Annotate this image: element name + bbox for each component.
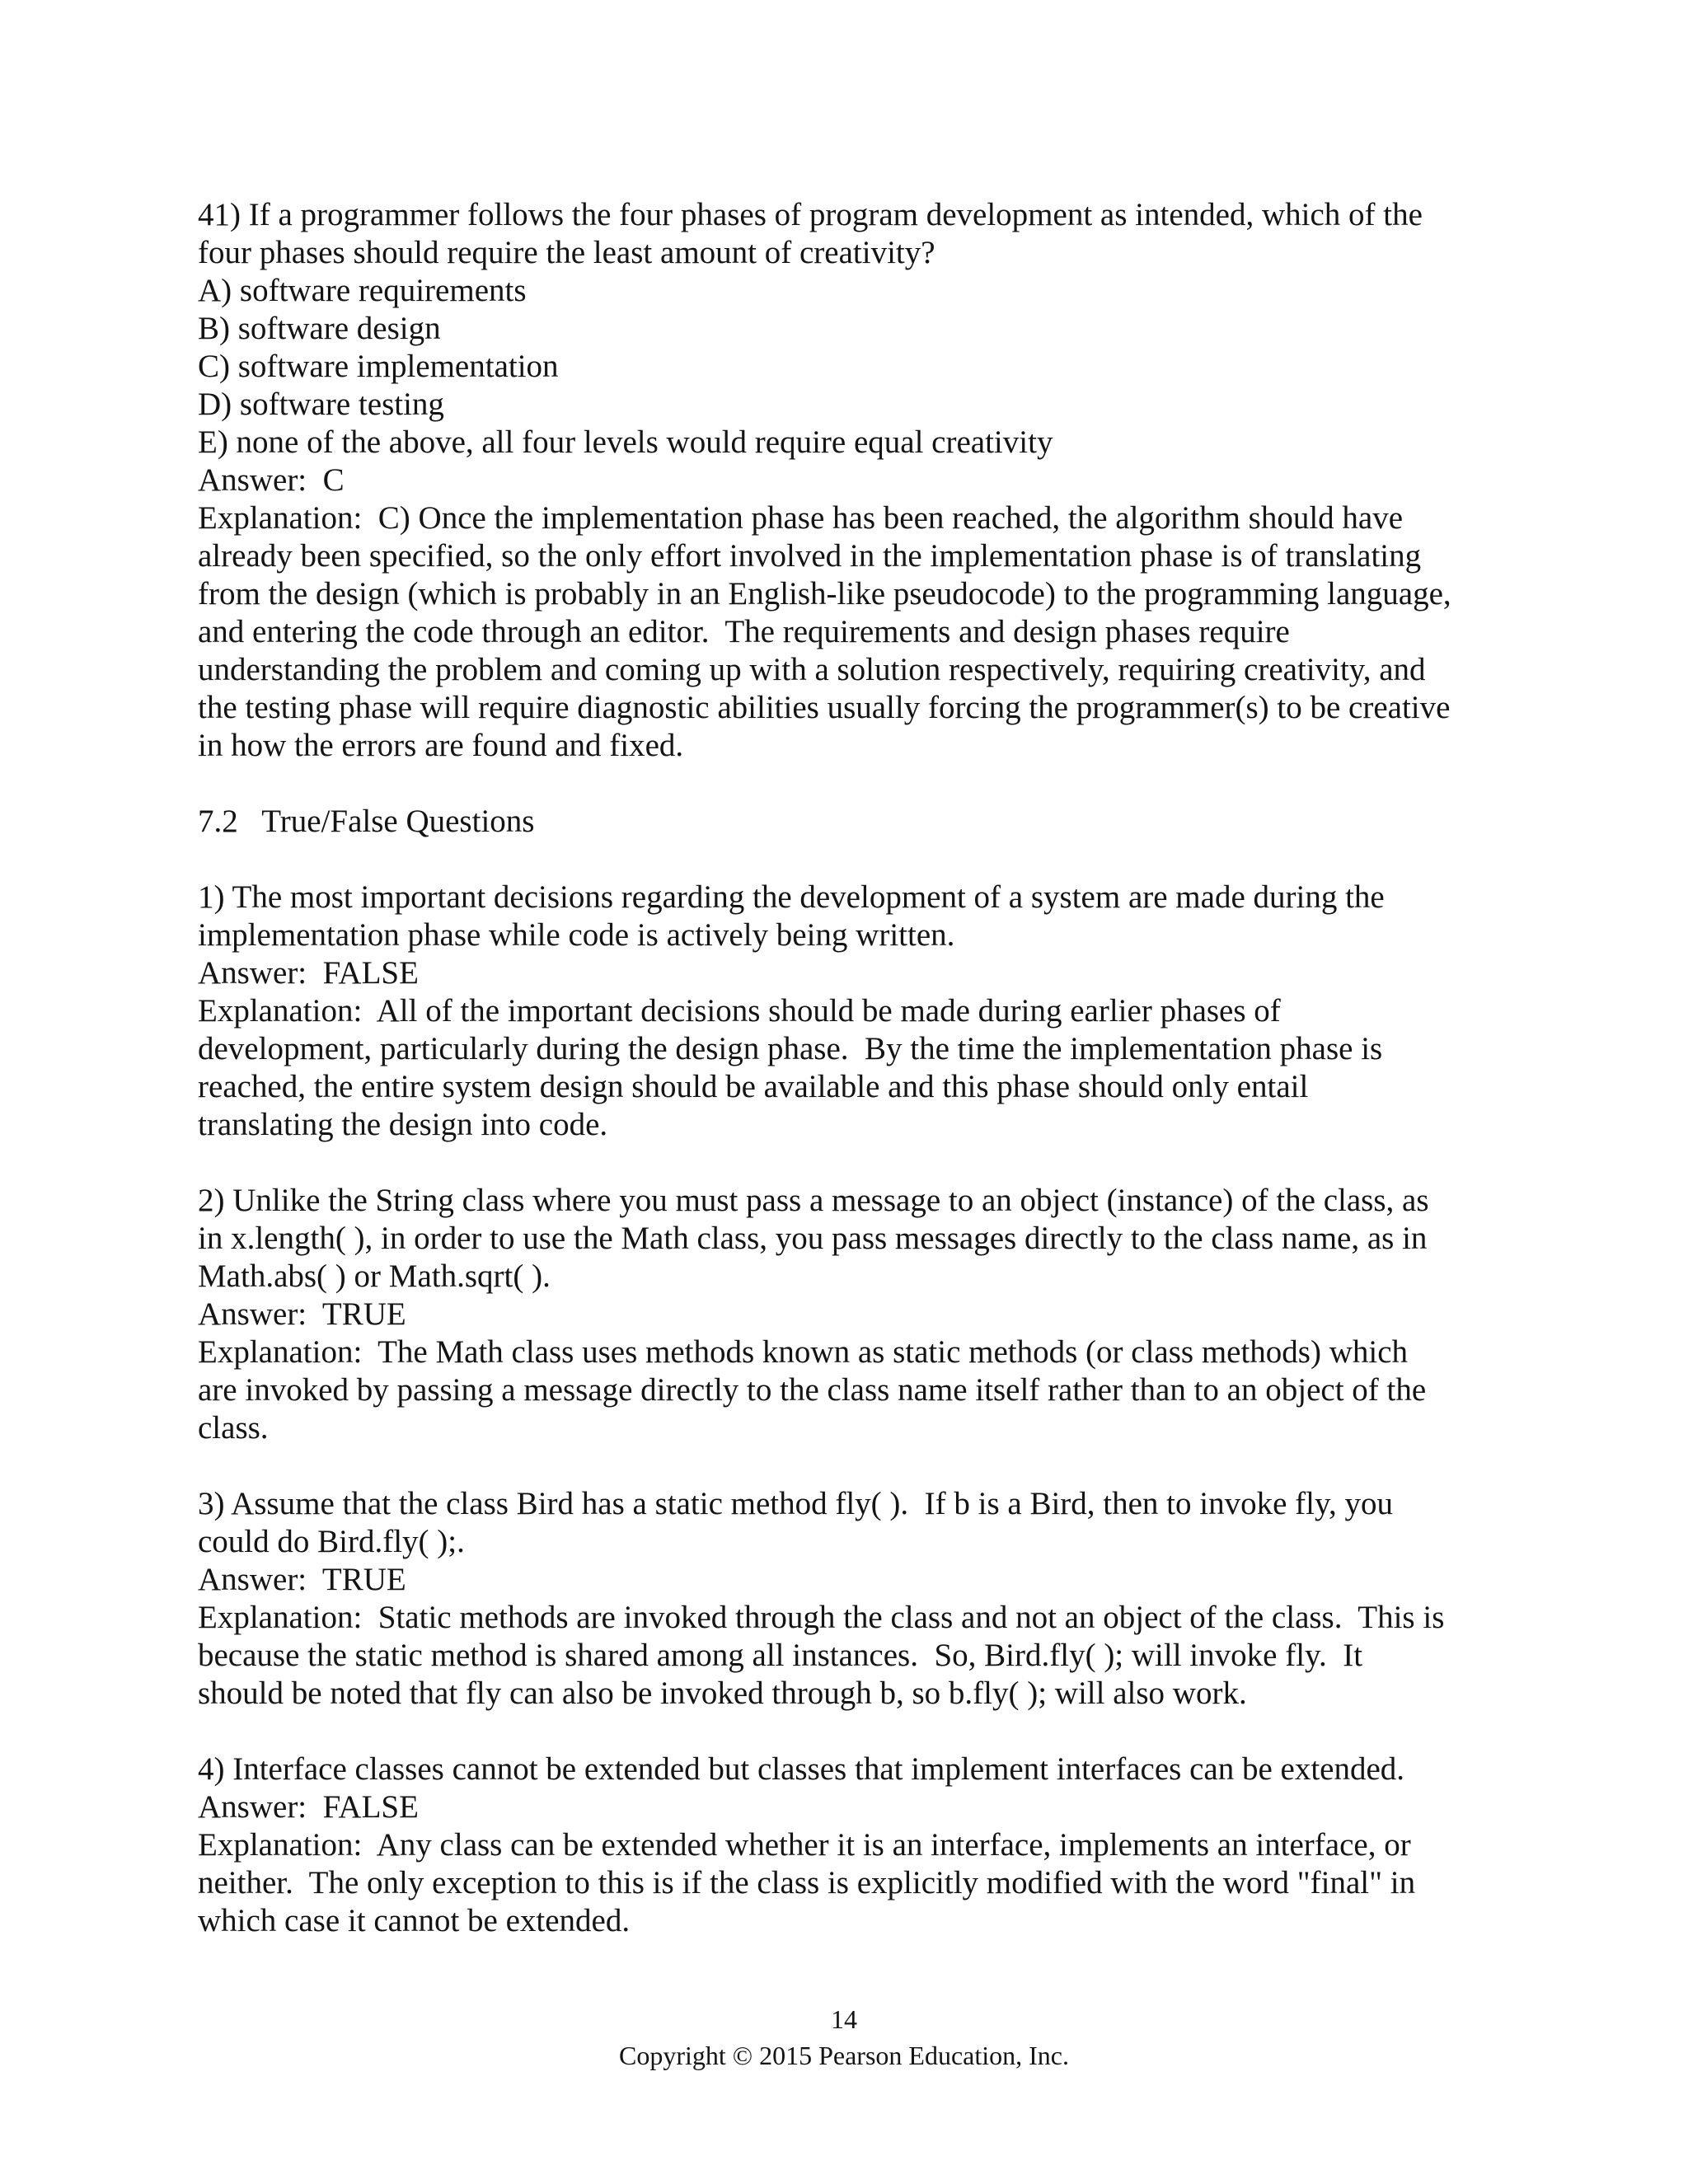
option-b: B) software design [198,311,441,346]
explanation-41-line-7: in how the errors are found and fixed. [198,728,684,763]
section-heading: 7.2 True/False Questions [198,804,535,839]
spacer [198,841,1500,879]
tf3-question-line-2: could do Bird.fly( );. [198,1524,465,1559]
tf2-explanation-line-3: class. [198,1410,269,1446]
true-false-question-4 [198,1750,1500,1940]
question-41 [198,196,1500,765]
tf1-explanation-line-4: translating the design into code. [198,1107,608,1142]
tf3-explanation-line-1: Explanation: Static methods are invoked through the class and not an object of the class. This is [198,1600,1445,1635]
tf2-explanation-line-2: are invoked by passing a message directly to the class name itself rather than to an object of the [198,1372,1427,1408]
spacer [198,1144,1500,1182]
tf2-question-line-2: in x.length( ), in order to use the Math class, you pass messages directly to the class name, as in [198,1221,1428,1256]
tf3-question-line-1: 3) Assume that the class Bird has a static method fly( ). If b is a Bird, then to invoke fly, you [198,1486,1393,1521]
document-body [198,196,1500,1940]
tf2-explanation-line-1: Explanation: The Math class uses methods known as static methods (or class methods) which [198,1334,1409,1370]
tf1-explanation-line-2: development, particularly during the design phase. By the time the implementation phase is [198,1031,1383,1066]
answer-41: Answer: C [198,462,345,498]
tf4-answer: Answer: FALSE [198,1789,419,1825]
explanation-41-line-2: already been specified, so the only effort involved in the implementation phase is of translating [198,538,1422,574]
question-41-line-1: 41) If a programmer follows the four phases of program development as intended, which of the [198,197,1423,232]
tf2-answer: Answer: TRUE [198,1296,406,1332]
option-c: C) software implementation [198,349,559,384]
tf3-answer: Answer: TRUE [198,1562,406,1597]
explanation-41-line-1: Explanation: C) Once the implementation phase has been reached, the algorithm should have [198,500,1404,536]
tf1-answer: Answer: FALSE [198,955,419,991]
tf2-question-line-1: 2) Unlike the String class where you must pass a message to an object (instance) of the class, as [198,1183,1429,1218]
spacer [198,1713,1500,1750]
copyright-notice: Copyright © 2015 Pearson Education, Inc. [619,2041,1069,2070]
tf2-question-line-3: Math.abs( ) or Math.sqrt( ). [198,1258,551,1294]
tf1-question-line-2: implementation phase while code is actively being written. [198,917,955,953]
tf3-explanation-line-3: should be noted that fly can also be invoked through b, so b.fly( ); will also work. [198,1675,1247,1711]
true-false-question-1 [198,879,1500,1144]
explanation-41-line-3: from the design (which is probably in an English-like pseudocode) to the programming language, [198,576,1451,612]
tf1-explanation-line-1: Explanation: All of the important decisions should be made during earlier phases of [198,993,1281,1029]
tf4-explanation-line-3: which case it cannot be extended. [198,1903,631,1938]
tf1-explanation-line-3: reached, the entire system design should be available and this phase should only entail [198,1069,1309,1104]
true-false-question-2 [198,1182,1500,1447]
true-false-question-3 [198,1485,1500,1713]
option-a: A) software requirements [198,273,527,308]
spacer [198,765,1500,803]
explanation-41-line-6: the testing phase will require diagnostic abilities usually forcing the programmer(s) to be creative [198,690,1451,725]
tf4-question-line-1: 4) Interface classes cannot be extended but classes that implement interfaces can be extended. [198,1751,1405,1787]
option-e: E) none of the above, all four levels would require equal creativity [198,424,1053,460]
page-number: 14 [831,2004,857,2034]
option-d: D) software testing [198,387,444,422]
tf1-question-line-1: 1) The most important decisions regarding the development of a system are made during the [198,879,1385,915]
explanation-41-line-5: understanding the problem and coming up with a solution respectively, requiring creativity, and [198,652,1426,687]
explanation-41-line-4: and entering the code through an editor. The requirements and design phases require [198,614,1290,649]
question-41-line-2: four phases should require the least amount of creativity? [198,235,935,270]
tf3-explanation-line-2: because the static method is shared among all instances. So, Bird.fly( ); will invoke fly. It [198,1638,1363,1673]
tf4-explanation-line-2: neither. The only exception to this is if the class is explicitly modified with the word "final" in [198,1865,1416,1900]
tf4-explanation-line-1: Explanation: Any class can be extended whether it is an interface, implements an interface, or [198,1827,1411,1863]
spacer [198,1447,1500,1485]
